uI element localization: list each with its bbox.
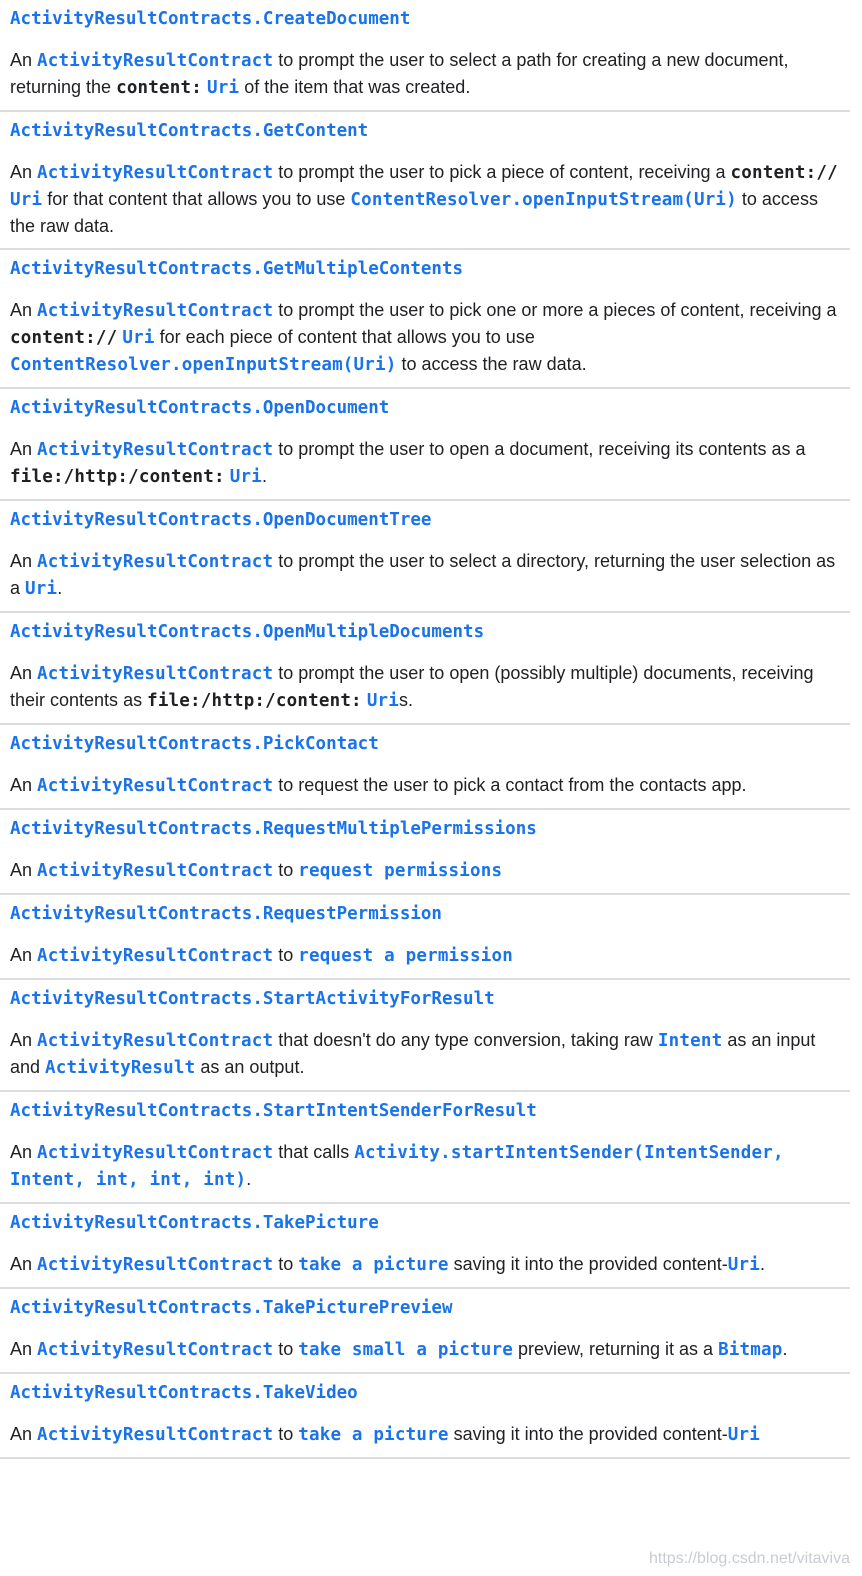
api-description	[10, 1139, 850, 1202]
description-text: that doesn't do any type conversion, taking raw	[273, 1030, 658, 1050]
description-text: An	[10, 945, 38, 965]
description-text: to prompt the user to select a path for creating a new document, returning the	[10, 50, 789, 97]
description-text: An	[10, 1339, 38, 1359]
description-text: .	[261, 466, 267, 486]
api-description	[10, 436, 850, 499]
api-class-link[interactable]: ActivityResultContracts.OpenDocumentTree	[10, 510, 432, 530]
api-class-link[interactable]: ActivityResultContracts.PickContact	[10, 734, 379, 754]
inline-code-link[interactable]: ActivityResultContract	[37, 51, 274, 71]
api-description	[10, 548, 850, 611]
description-text: as an output.	[195, 1057, 305, 1077]
api-class-link[interactable]: ActivityResultContracts.TakePicture	[10, 1213, 379, 1233]
api-entry	[0, 980, 850, 1092]
api-class-link[interactable]: ActivityResultContracts.TakePicturePreview	[10, 1298, 453, 1318]
description-text: saving it into the provided content-	[448, 1254, 728, 1274]
inline-code: file:/http:/content:	[147, 691, 362, 711]
api-entry	[0, 0, 850, 112]
inline-code: content://	[730, 163, 838, 183]
api-entry	[0, 501, 850, 613]
api-entry	[0, 250, 850, 389]
inline-code-link[interactable]: ActivityResultContract	[37, 861, 274, 881]
api-class-link[interactable]: ActivityResultContracts.GetContent	[10, 121, 369, 141]
description-text: .	[57, 578, 63, 598]
description-text: to access the raw data.	[10, 189, 818, 236]
inline-code-link[interactable]: Uri	[206, 78, 240, 98]
api-description	[10, 1027, 850, 1090]
inline-code-link[interactable]: ActivityResult	[45, 1058, 196, 1078]
api-class-link[interactable]: ActivityResultContracts.CreateDocument	[10, 9, 411, 29]
api-description	[10, 297, 850, 387]
api-class-link[interactable]: ActivityResultContracts.StartActivityForResult	[10, 989, 495, 1009]
inline-code-link[interactable]: ActivityResultContract	[37, 776, 274, 796]
description-text: An	[10, 1424, 38, 1444]
description-text: to access the raw data.	[396, 354, 587, 374]
description-text: for each piece of content that allows you to use	[154, 327, 535, 347]
description-text: that calls	[273, 1142, 355, 1162]
description-text: An	[10, 775, 38, 795]
inline-code-link[interactable]: ActivityResultContract	[37, 946, 274, 966]
description-text: saving it into the provided content-	[448, 1424, 728, 1444]
description-text: preview, returning it as a	[512, 1339, 719, 1359]
description-text: An	[10, 1030, 38, 1050]
api-entry	[0, 895, 850, 980]
description-text: to	[273, 1339, 299, 1359]
inline-code-link[interactable]: request a permission	[298, 946, 513, 966]
api-entry	[0, 725, 850, 810]
inline-code-link[interactable]: Uri	[727, 1255, 760, 1275]
api-class-link[interactable]: ActivityResultContracts.OpenDocument	[10, 398, 390, 418]
api-description	[10, 47, 850, 110]
watermark: https://blog.csdn.net/vitaviva	[649, 1550, 850, 1567]
api-class-link[interactable]: ActivityResultContracts.RequestMultiplePermissions	[10, 819, 537, 839]
api-description	[10, 159, 850, 248]
api-class-link[interactable]: ActivityResultContracts.RequestPermission	[10, 904, 442, 924]
description-text: to prompt the user to open (possibly multiple) documents, receiving their contents as	[10, 663, 814, 710]
inline-code-link[interactable]: Uri	[10, 190, 43, 210]
inline-code-link[interactable]: request permissions	[298, 861, 503, 881]
description-text: An	[10, 1254, 38, 1274]
api-description	[10, 660, 850, 723]
api-description	[10, 1421, 850, 1457]
api-description	[10, 772, 850, 808]
inline-code-link[interactable]: ActivityResultContract	[37, 1425, 274, 1445]
api-entry	[0, 810, 850, 895]
inline-code-link[interactable]: Bitmap	[718, 1340, 783, 1360]
inline-code-link[interactable]: ActivityResultContract	[37, 552, 274, 572]
inline-code-link[interactable]: ContentResolver.openInputStream(Uri)	[350, 190, 737, 210]
inline-code-link[interactable]: ActivityResultContract	[37, 664, 274, 684]
api-entry	[0, 1374, 850, 1459]
description-text: An	[10, 162, 38, 182]
description-text: as an input and	[10, 1030, 816, 1077]
inline-code-link[interactable]: Intent	[657, 1031, 723, 1051]
description-text: to	[273, 1254, 299, 1274]
api-entry	[0, 1289, 850, 1374]
description-text: of the item that was created.	[239, 77, 471, 97]
inline-code: content://	[10, 328, 118, 348]
inline-code: content:	[116, 78, 202, 98]
description-text: An	[10, 551, 38, 571]
api-entry	[0, 1092, 850, 1204]
inline-code-link[interactable]: ActivityResultContract	[37, 1340, 274, 1360]
description-text: to	[273, 945, 299, 965]
description-text: s.	[399, 690, 414, 710]
inline-code-link[interactable]: ActivityResultContract	[37, 440, 274, 460]
description-text: An	[10, 439, 38, 459]
api-class-link[interactable]: ActivityResultContracts.StartIntentSenderForResult	[10, 1101, 537, 1121]
inline-code-link[interactable]: Uri	[727, 1425, 760, 1445]
api-description	[10, 942, 850, 978]
description-text: to prompt the user to select a directory, returning the user selection as a	[10, 551, 836, 598]
api-class-link[interactable]: ActivityResultContracts.OpenMultipleDocuments	[10, 622, 485, 642]
inline-code: file:/http:/content:	[10, 467, 225, 487]
inline-code-link[interactable]: ActivityResultContract	[37, 301, 274, 321]
inline-code-link[interactable]: Uri	[122, 328, 155, 348]
description-text: to	[273, 1424, 299, 1444]
description-text: to request the user to pick a contact from the contacts app.	[273, 775, 747, 795]
inline-code-link[interactable]: ActivityResultContract	[37, 163, 274, 183]
api-description	[10, 857, 850, 893]
inline-code-link[interactable]: ActivityResultContract	[37, 1255, 274, 1275]
description-text: .	[759, 1254, 765, 1274]
inline-code-link[interactable]: Uri	[366, 691, 400, 711]
inline-code-link[interactable]: ActivityResultContract	[37, 1031, 274, 1051]
description-text: to prompt the user to pick a piece of content, receiving a	[273, 162, 731, 182]
api-class-link[interactable]: ActivityResultContracts.TakeVideo	[10, 1383, 358, 1403]
description-text: for that content that allows you to use	[42, 189, 351, 209]
api-entry	[0, 389, 850, 501]
api-entry	[0, 112, 850, 250]
api-description	[10, 1251, 850, 1287]
description-text: to prompt the user to open a document, receiving its contents as a	[273, 439, 806, 459]
api-entry	[0, 613, 850, 725]
description-text: to	[273, 860, 299, 880]
description-text: An	[10, 50, 38, 70]
inline-code-link[interactable]: Uri	[25, 579, 58, 599]
inline-code-link[interactable]: ContentResolver.openInputStream(Uri)	[10, 355, 397, 375]
inline-code-link[interactable]: ActivityResultContract	[37, 1143, 274, 1163]
inline-code-link[interactable]: take small a picture	[298, 1340, 513, 1360]
inline-code-link[interactable]: Uri	[229, 467, 262, 487]
api-entry	[0, 1204, 850, 1289]
api-description	[10, 1336, 850, 1372]
description-text: to prompt the user to pick one or more a pieces of content, receiving a	[273, 300, 837, 320]
description-text: An	[10, 300, 38, 320]
description-text: An	[10, 1142, 38, 1162]
description-text: .	[782, 1339, 788, 1359]
inline-code-link[interactable]: take a picture	[298, 1255, 449, 1275]
api-class-link[interactable]: ActivityResultContracts.GetMultipleContents	[10, 259, 464, 279]
description-text: An	[10, 663, 38, 683]
description-text: .	[246, 1169, 252, 1189]
description-text: An	[10, 860, 38, 880]
inline-code-link[interactable]: take a picture	[298, 1425, 449, 1445]
inline-code-link[interactable]: Activity.startIntentSender(IntentSender, Intent, int, int, int)	[10, 1143, 784, 1190]
